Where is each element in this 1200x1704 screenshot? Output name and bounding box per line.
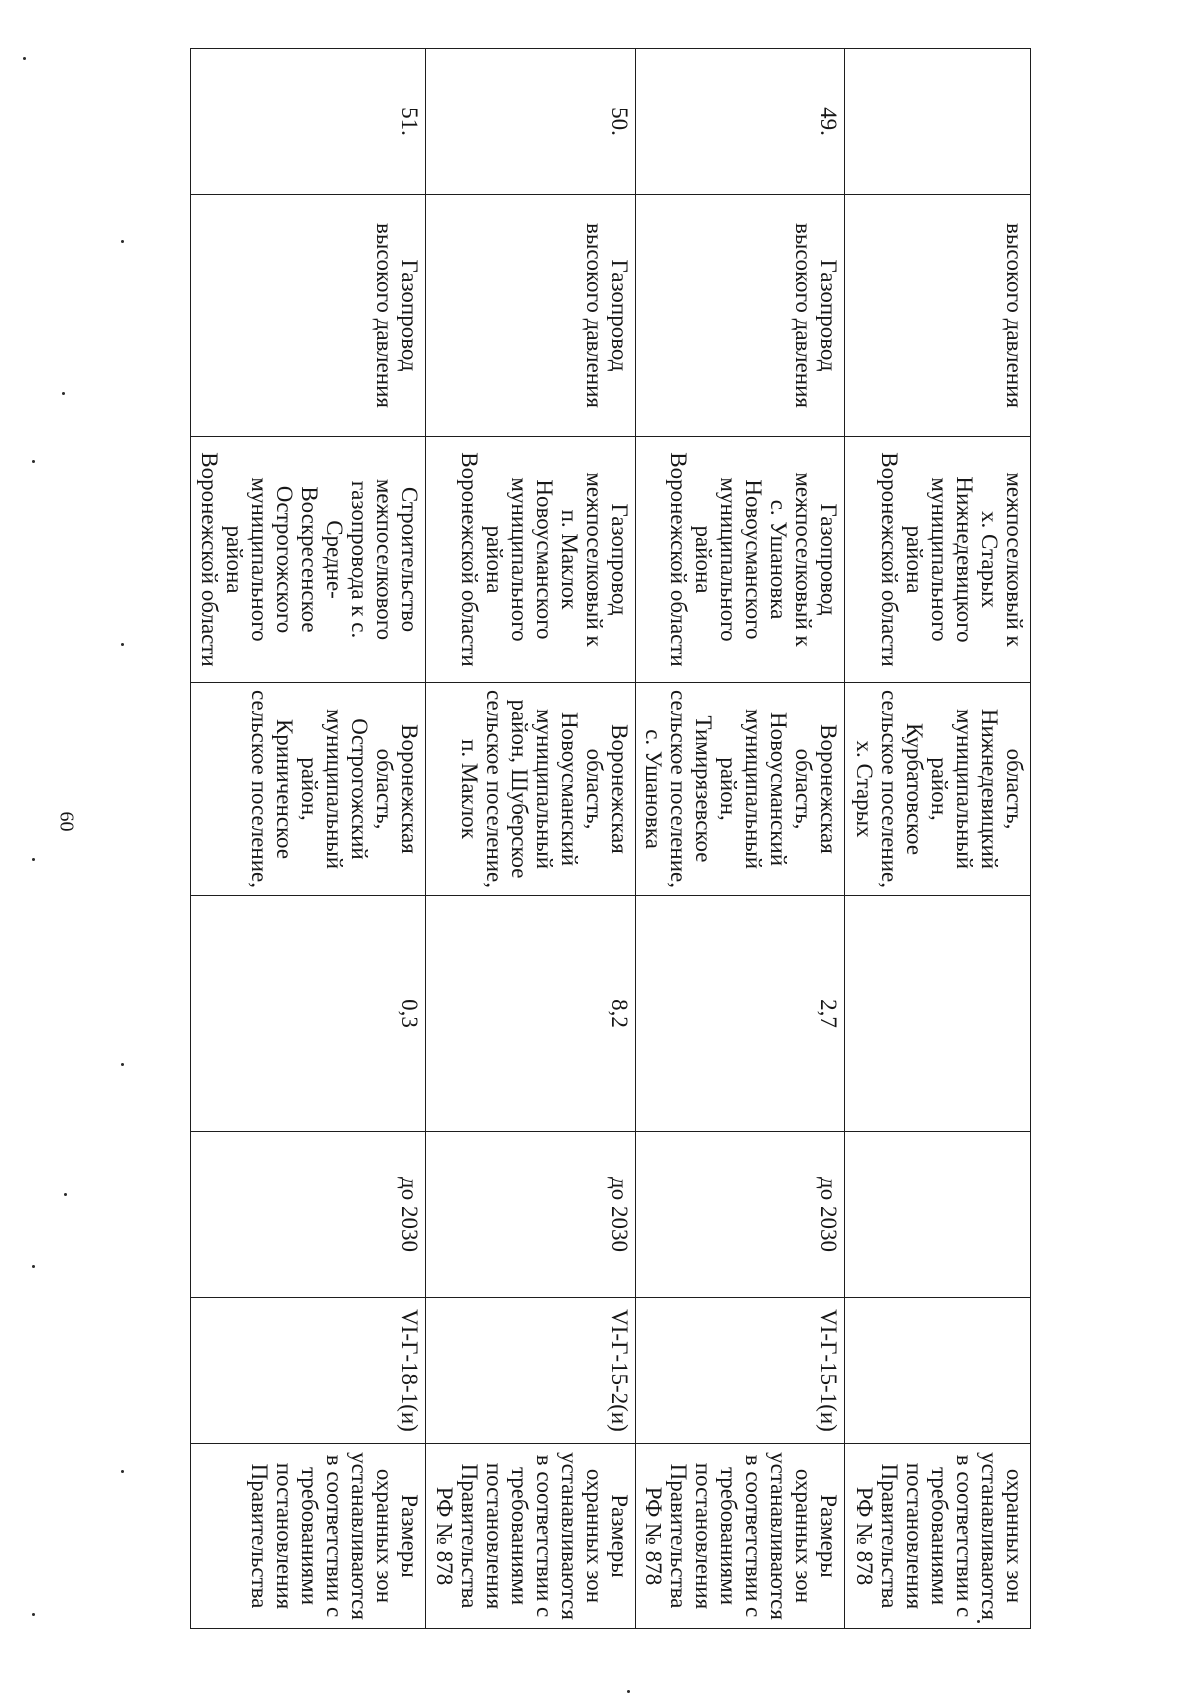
object-name: Газопровод высокого давления: [426, 195, 636, 437]
object-code: VI-Г-18-1(и): [191, 1298, 426, 1444]
scan-speck: [64, 1193, 67, 1196]
protection-zones: охранных зон устанавливаются в соответствии с требованиями постановления Правительства РФ № 878: [845, 1444, 1031, 1629]
scan-speck: [121, 1063, 124, 1066]
scan-speck: [32, 1613, 35, 1616]
object-name: высокого давления: [845, 195, 1031, 437]
table-row: [636, 49, 845, 1629]
project-name: Газопровод межпоселковый к п. Маклок Новоусманского муниципального района Воронежской области: [426, 437, 636, 683]
rotated-page: [191, 48, 1031, 1620]
protection-zones: Размеры охранных зон устанавливаются в соответствии с требованиями постановления Правительства: [191, 1444, 426, 1629]
protection-zones: Размеры охранных зон устанавливаются в соответствии с требованиями постановления Правительства РФ № 878: [426, 1444, 636, 1629]
table-row: [191, 49, 426, 1629]
scan-speck: [23, 57, 26, 60]
object-name: Газопровод высокого давления: [636, 195, 845, 437]
length-km: 8,2: [426, 896, 636, 1132]
row-number: 49.: [636, 49, 845, 195]
scan-speck: [121, 643, 124, 646]
scan-speck: [62, 392, 65, 395]
length-km: 0,3: [191, 896, 426, 1132]
scan-speck: [32, 460, 35, 463]
scan-speck: [32, 1265, 35, 1268]
location: Воронежская область, Новоусманский муниципальный район, Тимирязевское сельское поселение, с. Ушановка: [636, 683, 845, 896]
scan-speck: [121, 240, 124, 243]
location: область, Нижнедевицкий муниципальный район, Курбатовское сельское поселение, х. Старых: [845, 683, 1031, 896]
row-number: 51.: [191, 49, 426, 195]
scan-speck: [121, 1470, 124, 1473]
project-name: Газопровод межпоселковый к с. Ушановка Новоусманского муниципального района Воронежской области: [636, 437, 845, 683]
location: Воронежская область, Острогожский муниципальный район, Криниченское сельское поселение,: [191, 683, 426, 896]
object-code: VI-Г-15-2(и): [426, 1298, 636, 1444]
object-code: VI-Г-15-1(и): [636, 1298, 845, 1444]
object-name: Газопровод высокого давления: [191, 195, 426, 437]
project-name: Строительство межпоселкового газопровода к с. Средне- Воскресенское Острогожского муниципального района Воронежской области: [191, 437, 426, 683]
scan-speck: [32, 858, 35, 861]
page-number: 60: [55, 811, 78, 832]
length-km: 2,7: [636, 896, 845, 1132]
implementation-term: до 2030: [636, 1132, 845, 1298]
gas-pipeline-table: [190, 48, 1031, 1629]
implementation-term: до 2030: [191, 1132, 426, 1298]
location: Воронежская область, Новоусманский муниципальный район, Шуберское сельское поселение, п. Маклок: [426, 683, 636, 896]
row-number: [845, 49, 1031, 195]
scan-speck: [627, 1690, 630, 1693]
row-number: 50.: [426, 49, 636, 195]
table-row: [426, 49, 636, 1629]
length-km: [845, 896, 1031, 1132]
object-code: [845, 1298, 1031, 1444]
project-name: межпоселковый к х. Старых Нижнедевицкого муниципального района Воронежской области: [845, 437, 1031, 683]
implementation-term: до 2030: [426, 1132, 636, 1298]
protection-zones: Размеры охранных зон устанавливаются в соответствии с требованиями постановления Правительства РФ № 878: [636, 1444, 845, 1629]
implementation-term: [845, 1132, 1031, 1298]
table-row: [845, 49, 1031, 1629]
